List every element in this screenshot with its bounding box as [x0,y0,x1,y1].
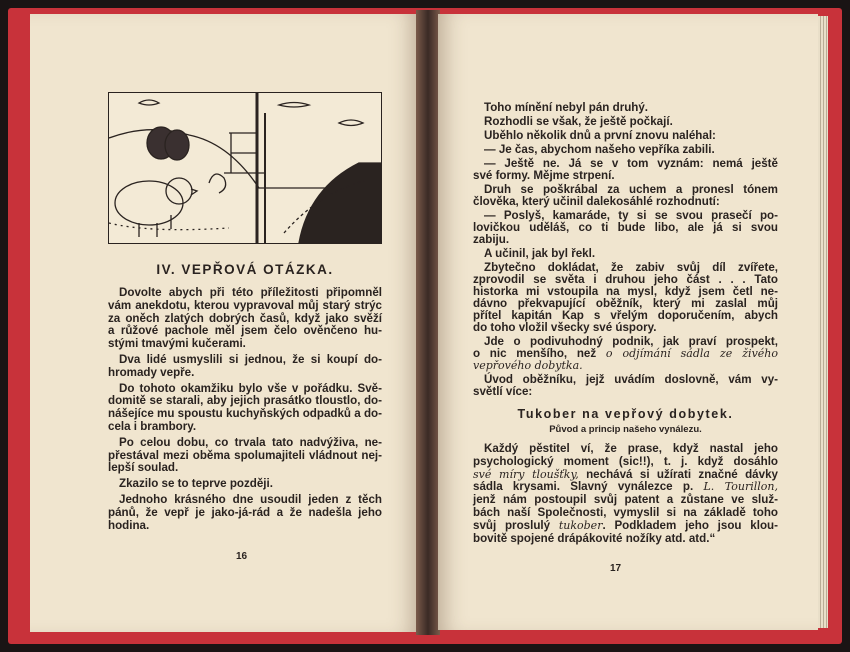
paragraph [473,248,778,260]
text-line: Úvod oběžníku, jejž uvádím doslovně, vám vy- [484,373,778,386]
text-line: Jde o podivuhodný podnik, jak praví prospekt, [484,335,778,348]
text-line: Rozhodli se však, že ještě počkají. [484,115,673,128]
text-fragment: . Podkladem jeho jsou klou- [602,518,778,532]
text-line: člověka, který učinil dalekosáhlé rozhodnutí: [473,195,720,208]
text-line: zabiju. [473,233,510,246]
text-line [473,520,778,533]
paragraph [473,374,778,398]
paragraph [108,354,382,380]
text-line: Jednoho krásného dne usoudil jeden z těch [119,492,382,506]
text-fragment: o nic menšího, než [473,347,606,360]
text-line: Dovolte abych při této příležitosti připomněl [119,286,382,299]
left-page-text [108,284,382,532]
text-line: Do tohoto okamžiku bylo vše v pořádku. Svě- [119,381,382,395]
text-line: světlí více: [473,385,533,398]
paragraph [473,116,778,128]
section-subtitle: Původ a princip našeho vynálezu. [549,424,702,435]
text-line: Zbytečno dokládat, že zabiv svůj díl zvířete, [484,261,778,274]
text-line: — Poslyš, kamaráde, ty si se svou prasečí po- [484,209,778,222]
text-line: jenž nám postoupil svůj patent a zůstane ve služ- [473,493,778,507]
right-page-text [473,100,778,398]
text-line: své formy. Mějme strpení. [473,169,615,182]
section-title: Tukober na vepřový dobytek. [517,407,734,421]
text-line: A učinil, jak byl řekl. [484,247,596,260]
text-line: — Je čas, abychom našeho vepříka zabili. [484,143,715,156]
text-line: hodina. [108,518,150,532]
text-line: Toho mínění nebyl pán druhý. [484,101,649,114]
text-line: do toho vložil všecky své úspory. [473,321,657,334]
text-line: zprovodil se světa i druhou jeho část . . . Tato [473,273,778,286]
paragraph [108,437,382,475]
text-line: Druh se poškrábal za uchem a pronesl tónem [484,183,778,196]
text-line: dávno překvapující oběžník, který mi zaslal můj [473,297,778,310]
text-fragment: svůj proslulý [473,518,559,532]
left-page [30,14,418,632]
text-line: vám anekdotu, kterou vypravoval můj starý strýc [108,298,382,312]
page-edges [818,16,828,628]
text-line: — Ještě ne. Já se v tom vyznám: nemá ještě [484,157,778,170]
text-fragment: sádla krysami. Slavný vynálezce p. [473,480,704,494]
italic-word: tukober [558,518,603,532]
paragraph [473,144,778,156]
paragraph [473,262,778,334]
page-number-right: 17 [610,563,622,574]
chapter-title: IV. VEPŘOVÁ OTÁZKA. [156,262,334,277]
text-line: hromady vepře. [108,365,195,379]
text-line [473,360,778,372]
quote-text [473,440,778,545]
text-line: a růžové pachole měl jsem čelo ověnčeno hu- [108,324,382,338]
illustration-pigs [108,92,382,244]
text-line: Uběhlo několik dnů a první znovu naléhal: [484,129,716,142]
right-page [438,14,818,630]
text-line: psychologický moment (sic!!), t. j. když dosáhlo [473,454,778,468]
paragraph [473,184,778,208]
paragraph [473,130,778,142]
paragraph [473,158,778,182]
text-line: stými tmavými kučerami. [108,337,246,351]
text-line: cela i brambory. [108,419,197,433]
italic-name: L. Tourillon, [703,480,778,494]
paragraph [108,383,382,434]
text-line: přítel kapitán Kap s vřelým doporučením, abych [473,309,778,322]
paragraph [108,494,382,532]
text-line: bách naší Společnosti, vymyslil si na základě toho [473,505,778,519]
paragraph [108,478,382,491]
right-page-column [473,100,778,545]
text-line: historka mi vstoupila na mysl, když jsem četl ne- [473,285,778,298]
text-line: Po celou dobu, co trvala tato nadvýživa, ne- [119,435,382,449]
paragraph [473,336,778,372]
text-line: nášejíce mu spoustu kuchyňských odpadků a do- [108,407,382,421]
page-number-left: 16 [236,551,248,562]
italic-phrase: vepřového dobytka. [473,359,583,372]
paragraph [473,210,778,246]
italic-phrase: o odjímání sádla ze živého [605,347,778,360]
text-line: Dva lidé usmyslili si jednou, že si koupí do- [119,352,382,366]
text-line: domitě se starali, aby jejich prasátko tloustlo, do- [108,394,382,408]
text-line: pánů, že vepř je jako-já-rád a že nadešla jeho [108,505,382,519]
italic-phrase: své míry tloušťky, [473,467,579,481]
text-line: za oněch zlatých dobrých časů, když jako svěží [108,311,382,325]
text-line: bovitě spojené drápákovité nožíky atd. atd.“ [473,531,716,545]
book-gutter [416,10,440,635]
paragraph [473,102,778,114]
text-line: Každý pěstitel ví, že prase, když nastal jeho [484,442,778,455]
text-line: lepší soulad. [108,461,179,475]
text-line: Zkazilo se to teprve později. [119,477,273,491]
text-fragment: nechává si užírati značné dávky [586,467,778,481]
text-line: přestával mezi oběma spolumajiteli vládnout nej- [108,448,382,462]
paragraph [108,287,382,351]
text-line: lovičkou uděláš, co ti bude libo, ale já si svou [473,221,778,234]
